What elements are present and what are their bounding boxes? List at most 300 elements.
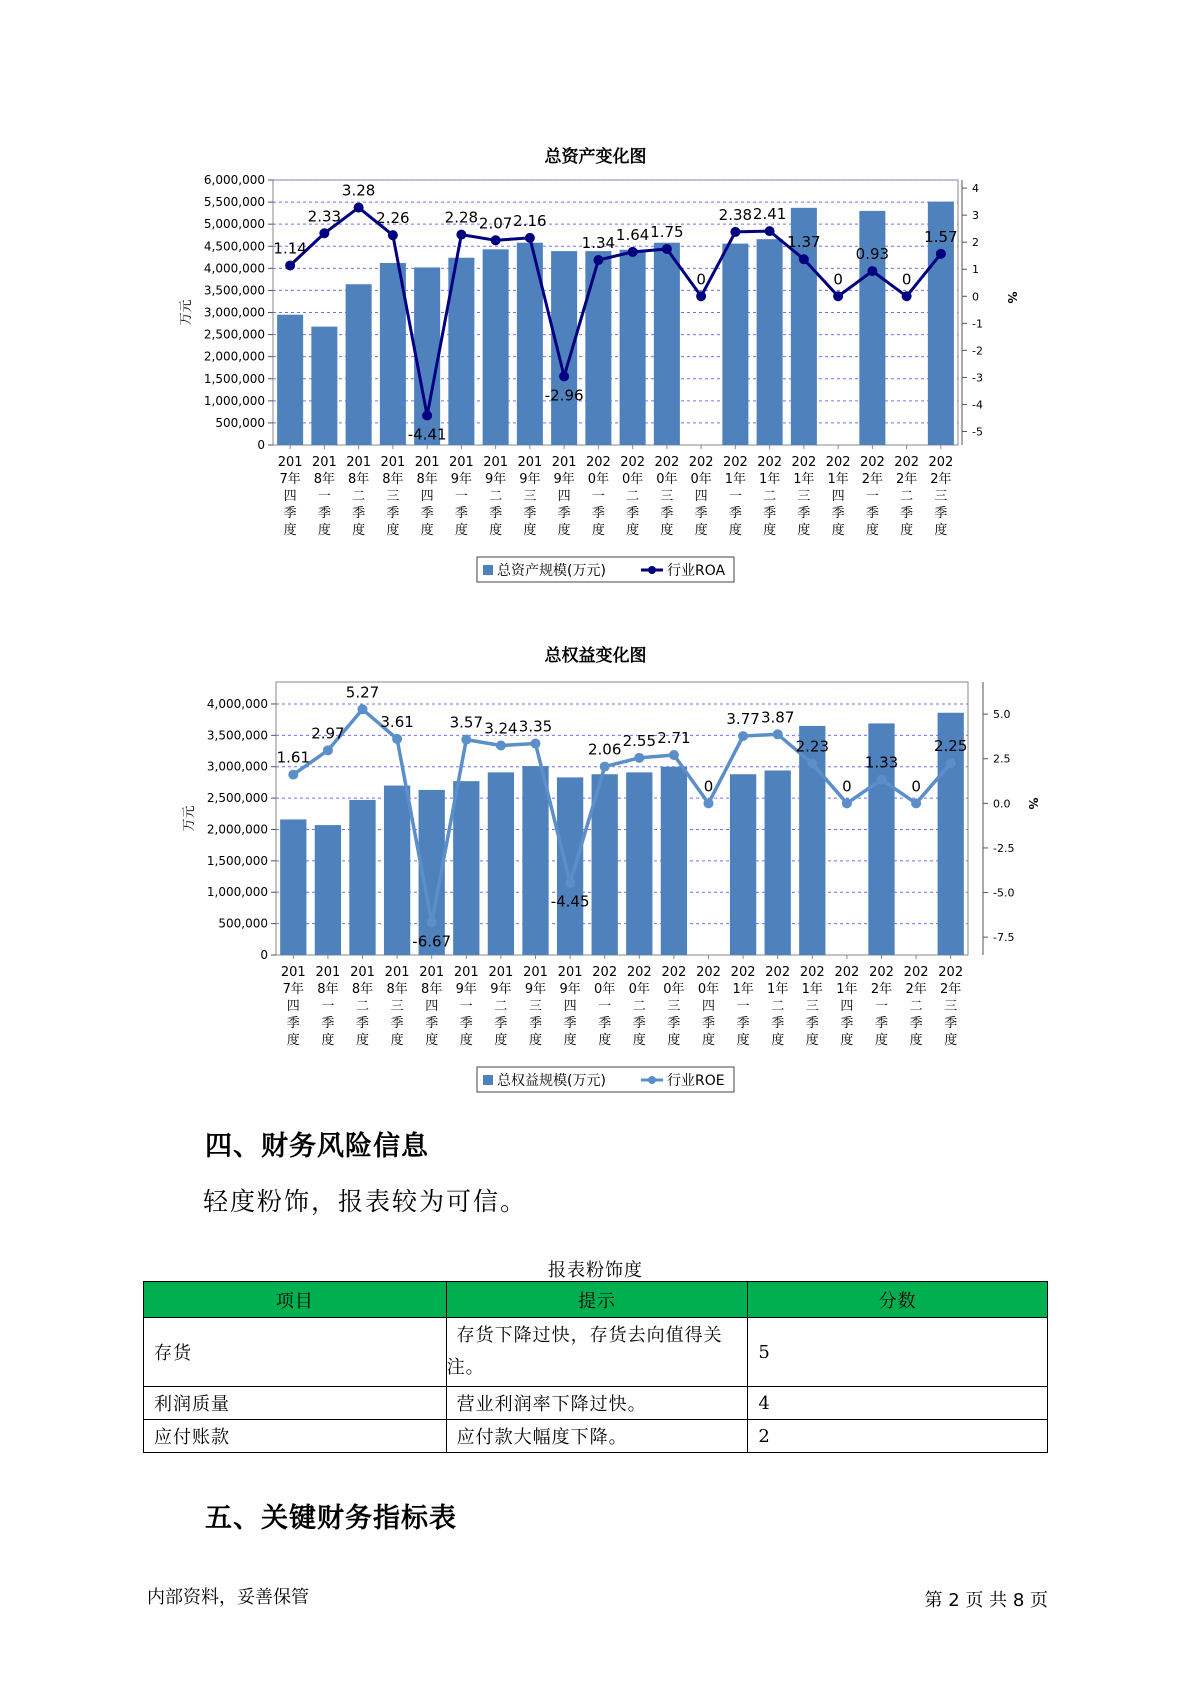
line-point [877, 775, 887, 785]
data-label: 3.57 [449, 713, 484, 732]
x-tick-label: 2年 [861, 472, 884, 487]
x-tick-label: 一 [598, 999, 612, 1014]
bar [722, 244, 748, 445]
data-label: 3.87 [760, 708, 795, 727]
x-tick-label: 度 [528, 1033, 543, 1048]
x-tick-label: 四 [694, 489, 708, 504]
x-tick-label: 度 [425, 1033, 439, 1048]
section-heading-indicators: 五、关键财务指标表 [205, 1503, 457, 1534]
x-tick-label: 度 [797, 523, 811, 538]
x-tick-label: 8年 [351, 982, 374, 997]
bar [488, 772, 514, 955]
data-label: 1.37 [787, 233, 821, 252]
x-tick-label: 季 [805, 1016, 819, 1031]
x-tick-label: 季 [736, 1016, 750, 1031]
line-point [525, 233, 535, 243]
x-tick-label: 201 [414, 455, 440, 470]
x-tick-label: 度 [591, 523, 605, 538]
x-tick-label: 度 [771, 1033, 785, 1048]
x-tick-label: 201 [523, 965, 548, 980]
line-point [600, 762, 610, 772]
data-label: 2.41 [752, 205, 787, 224]
legend-bar-swatch [483, 565, 493, 575]
x-tick-label: 一 [865, 489, 879, 504]
line-point [388, 230, 398, 240]
bar [765, 770, 791, 955]
x-tick-label: 7年 [282, 982, 304, 997]
x-tick-label: 三 [660, 489, 674, 504]
x-tick-label: 季 [454, 506, 468, 521]
x-tick-label: 201 [384, 965, 410, 980]
x-tick-label: 201 [350, 965, 375, 980]
x-tick-label: 三 [944, 999, 958, 1014]
x-tick-label: 202 [834, 965, 860, 980]
x-tick-label: 四 [420, 489, 434, 504]
x-tick-label: 四 [840, 999, 854, 1014]
x-tick-label: 201 [280, 965, 306, 980]
row-hint: 营业利润率下降过快。 [446, 1387, 748, 1420]
x-tick-label: 0年 [656, 472, 678, 487]
x-tick-label: 202 [799, 965, 825, 980]
data-label: 2.26 [376, 209, 410, 228]
row-hint [446, 1318, 748, 1387]
x-tick-label: 202 [903, 965, 929, 980]
x-tick-label: 季 [632, 1016, 646, 1031]
x-tick-label: 9年 [484, 472, 507, 487]
x-tick-label: 度 [831, 523, 845, 538]
x-tick-label: 2年 [905, 982, 927, 997]
bar [557, 777, 583, 955]
line-point [565, 878, 575, 888]
bar [346, 284, 372, 445]
bar [522, 766, 548, 955]
y2-tick-label: -1 [972, 317, 983, 331]
x-tick-label: 季 [528, 1016, 543, 1031]
row-score: 2 [748, 1420, 1048, 1453]
x-tick-label: 季 [283, 506, 297, 521]
bar [585, 251, 611, 445]
y2-tick-label: -2 [972, 344, 983, 358]
line-point [911, 798, 921, 808]
x-tick-label: 三 [667, 999, 681, 1014]
legend [477, 557, 734, 582]
data-label: 2.71 [657, 728, 691, 747]
x-tick-label: 201 [488, 965, 514, 980]
x-tick-label: 度 [494, 1033, 508, 1048]
x-tick-label: 季 [386, 506, 400, 521]
x-tick-label: 度 [694, 523, 708, 538]
data-label: 2.16 [513, 211, 547, 230]
row-score: 4 [748, 1387, 1048, 1420]
x-tick-label: 季 [626, 506, 640, 521]
x-tick-label: 201 [277, 455, 303, 470]
x-tick-label: 202 [654, 455, 680, 470]
bar [661, 767, 687, 955]
table-row [144, 1420, 1048, 1453]
y-tick-label: 3,000,000 [206, 759, 268, 774]
line-point [358, 704, 368, 714]
line-point [628, 247, 638, 257]
bar [757, 239, 783, 445]
x-tick-label: 9年 [455, 982, 477, 997]
y2-tick-label: 4 [972, 182, 979, 196]
legend-bar-label: 总资产规模(万元) [497, 563, 606, 579]
x-tick-label: 二 [632, 999, 646, 1014]
x-tick-label: 度 [701, 1033, 716, 1048]
line-point [323, 745, 333, 755]
x-tick-label: 202 [626, 965, 652, 980]
data-label: 2.28 [444, 208, 479, 227]
data-label: 1.61 [276, 748, 311, 767]
x-tick-label: 201 [448, 455, 474, 470]
x-tick-label: 季 [660, 506, 674, 521]
x-tick-label: 1年 [758, 472, 781, 487]
x-tick-label: 度 [286, 1033, 300, 1048]
row-hint-line: 注。 [446, 1357, 485, 1378]
x-tick-label: 202 [722, 455, 748, 470]
data-label: -4.41 [407, 425, 447, 444]
x-tick-label: 202 [730, 965, 756, 980]
x-tick-label: 季 [494, 1016, 508, 1031]
x-tick-label: 度 [900, 523, 914, 538]
y-tick-label: 0 [257, 438, 265, 452]
y2-tick-label: 3 [972, 209, 979, 223]
x-tick-label: 度 [865, 523, 879, 538]
data-label: 2.38 [718, 205, 753, 224]
x-tick-label: 8年 [347, 472, 370, 487]
y-tick-label: 500,000 [218, 916, 268, 931]
y-tick-label: 2,000,000 [203, 349, 265, 364]
line-point [936, 249, 946, 259]
x-tick-label: 度 [454, 523, 468, 538]
x-tick-label: 201 [453, 965, 479, 980]
x-tick-label: 201 [557, 965, 583, 980]
data-label: 5.27 [345, 683, 380, 702]
table-caption: 报表粉饰度 [548, 1260, 643, 1281]
data-label: 1.75 [650, 222, 684, 241]
data-label: 0 [696, 270, 706, 289]
total-equity-chart [0, 670, 1191, 1100]
row-item: 应付账款 [144, 1420, 447, 1453]
x-tick-label: 季 [701, 1016, 716, 1031]
y-tick-label: 5,000,000 [203, 217, 265, 232]
x-tick-label: 1年 [801, 982, 823, 997]
x-tick-label: 季 [728, 506, 742, 521]
legend-line-label: 行业ROE [667, 1073, 725, 1089]
x-tick-label: 2年 [895, 472, 918, 487]
x-tick-label: 四 [563, 999, 577, 1014]
x-tick-label: 8年 [421, 982, 443, 997]
data-label: 1.64 [615, 225, 650, 244]
x-tick-label: 季 [934, 506, 948, 521]
x-tick-label: 0年 [690, 472, 712, 487]
x-tick-label: 季 [591, 506, 605, 521]
header-hint: 提示 [446, 1282, 748, 1318]
x-tick-label: 度 [321, 1033, 335, 1048]
x-tick-label: 二 [489, 489, 503, 504]
y-tick-label: 3,500,000 [203, 283, 265, 298]
data-label: 3.28 [341, 181, 376, 200]
x-tick-label: 一 [321, 999, 335, 1014]
y2-axis-label: % [1005, 291, 1019, 304]
x-tick-label: 1年 [767, 982, 789, 997]
x-tick-label: 9年 [524, 982, 547, 997]
x-tick-label: 度 [352, 523, 366, 538]
y-tick-label: 2,500,000 [203, 327, 265, 342]
line-point [593, 255, 603, 265]
y-tick-label: 2,500,000 [206, 791, 268, 806]
line-point [807, 759, 817, 769]
line-point [902, 291, 912, 301]
line-point [669, 750, 679, 760]
line-point [456, 230, 466, 240]
y-tick-label: 2,000,000 [206, 822, 268, 837]
x-tick-label: 四 [286, 999, 300, 1014]
data-label: 2.25 [933, 737, 968, 756]
x-tick-label: 度 [805, 1033, 819, 1048]
bar [311, 327, 337, 445]
line-point [319, 228, 329, 238]
x-tick-label: 201 [551, 455, 577, 470]
x-tick-label: 202 [757, 455, 783, 470]
line-point [696, 291, 706, 301]
x-tick-label: 季 [390, 1016, 404, 1031]
x-tick-label: 201 [517, 455, 543, 470]
y-tick-label: 6,000,000 [203, 173, 265, 187]
x-tick-label: 季 [797, 506, 811, 521]
x-tick-label: 季 [771, 1016, 785, 1031]
x-tick-label: 季 [459, 1016, 473, 1031]
data-label: 0 [842, 777, 852, 796]
x-tick-label: 季 [694, 506, 708, 521]
x-tick-label: 202 [791, 455, 817, 470]
x-tick-label: 202 [620, 455, 646, 470]
data-label: 1.34 [581, 234, 616, 253]
x-tick-label: 度 [728, 523, 742, 538]
x-tick-label: 四 [283, 489, 297, 504]
y2-axis-label: % [1026, 797, 1040, 810]
x-tick-label: 202 [592, 965, 618, 980]
data-label: 2.23 [795, 737, 830, 756]
data-label: 0 [833, 270, 843, 289]
x-tick-label: 一 [728, 489, 742, 504]
x-tick-label: 202 [869, 965, 894, 980]
line-point [285, 260, 295, 270]
y-axis-label: 万元 [182, 805, 197, 832]
bar [654, 243, 680, 445]
x-tick-label: 201 [483, 455, 509, 470]
data-label: 0 [901, 270, 912, 289]
y2-tick-label: -7.5 [993, 931, 1015, 945]
x-tick-label: 2年 [940, 982, 962, 997]
x-tick-label: 度 [355, 1033, 370, 1048]
data-label: 1.14 [273, 239, 307, 258]
x-tick-label: 2年 [870, 982, 893, 997]
line-point [867, 266, 877, 276]
legend-bar-swatch [483, 1075, 493, 1085]
line-point [730, 227, 740, 237]
line-point [799, 254, 809, 264]
x-tick-label: 季 [944, 1016, 958, 1031]
x-tick-label: 9年 [519, 472, 541, 487]
bar [626, 772, 652, 955]
x-tick-label: 季 [865, 506, 879, 521]
x-tick-label: 0年 [587, 472, 610, 487]
x-tick-label: 度 [386, 523, 400, 538]
bar [483, 249, 509, 445]
y2-tick-label: 5.0 [993, 708, 1011, 722]
y2-tick-label: -5 [972, 425, 983, 439]
x-tick-label: 度 [563, 1033, 577, 1048]
x-tick-label: 9年 [559, 982, 581, 997]
x-tick-label: 8年 [313, 472, 336, 487]
x-tick-label: 度 [632, 1033, 646, 1048]
header-score: 分数 [748, 1282, 1048, 1318]
data-label: 0 [703, 777, 714, 796]
data-label: 3.77 [726, 710, 760, 729]
x-tick-label: 季 [321, 1016, 335, 1031]
data-label: 2.07 [478, 214, 513, 233]
x-tick-label: 季 [523, 506, 537, 521]
risk-table [143, 1281, 1048, 1453]
line-point [354, 203, 364, 213]
chart-title-equity: 总权益变化图 [544, 646, 647, 666]
legend-line-label: 行业ROA [667, 563, 726, 579]
x-tick-label: 度 [840, 1033, 854, 1048]
x-tick-label: 度 [317, 523, 331, 538]
row-score: 5 [748, 1318, 1048, 1387]
total-assets-chart [0, 170, 1191, 600]
legend-bar-label: 总权益规模(万元) [497, 1073, 606, 1089]
table-row [144, 1387, 1048, 1420]
y-tick-label: 4,500,000 [203, 239, 265, 254]
bar [349, 800, 375, 955]
x-tick-label: 二 [355, 999, 370, 1014]
x-tick-label: 202 [928, 455, 954, 470]
x-tick-label: 度 [523, 523, 537, 538]
table-row [144, 1318, 1048, 1387]
y-tick-label: 3,000,000 [203, 305, 265, 320]
y2-tick-label: -4 [972, 398, 983, 412]
y2-tick-label: 2.5 [993, 752, 1011, 766]
x-tick-label: 一 [591, 489, 605, 504]
x-tick-label: 度 [626, 523, 640, 538]
x-tick-label: 季 [900, 506, 914, 521]
line-point [662, 244, 672, 254]
data-label: 0 [911, 777, 921, 796]
x-tick-label: 三 [805, 999, 819, 1014]
x-tick-label: 季 [667, 1016, 681, 1031]
x-tick-label: 三 [797, 489, 811, 504]
x-tick-label: 四 [831, 489, 845, 504]
y2-tick-label: 2 [972, 236, 979, 250]
line-point [773, 729, 783, 739]
y-tick-label: 0 [260, 948, 268, 962]
x-tick-label: 度 [667, 1033, 681, 1048]
data-label: -4.45 [550, 892, 590, 911]
x-tick-label: 202 [859, 455, 885, 470]
x-tick-label: 201 [346, 455, 372, 470]
data-label: 2.97 [311, 724, 345, 743]
line-point [427, 917, 437, 927]
x-tick-label: 季 [352, 506, 366, 521]
x-tick-label: 8年 [386, 982, 408, 997]
x-tick-label: 201 [419, 965, 445, 980]
x-tick-label: 1年 [827, 472, 849, 487]
line-point [288, 770, 298, 780]
x-tick-label: 四 [701, 999, 716, 1014]
x-tick-label: 二 [909, 999, 923, 1014]
y-tick-label: 1,500,000 [206, 853, 268, 868]
line-point [531, 739, 541, 749]
x-tick-label: 季 [557, 506, 571, 521]
y2-tick-label: 1 [972, 263, 979, 277]
x-tick-label: 二 [352, 489, 366, 504]
x-tick-label: 1年 [724, 472, 747, 487]
y2-tick-label: -2.5 [993, 841, 1015, 855]
x-tick-label: 0年 [628, 982, 650, 997]
x-tick-label: 度 [489, 523, 503, 538]
bar [280, 819, 306, 955]
line-point [392, 734, 402, 744]
x-tick-label: 0年 [697, 982, 720, 997]
y2-tick-label: 0.0 [993, 797, 1011, 811]
data-label: -2.96 [544, 386, 584, 405]
risk-summary: 轻度粉饰，报表较为可信。 [203, 1187, 528, 1216]
x-tick-label: 二 [494, 999, 508, 1014]
x-tick-label: 季 [831, 506, 845, 521]
x-tick-label: 一 [736, 999, 750, 1014]
x-tick-label: 季 [317, 506, 331, 521]
x-tick-label: 202 [938, 965, 964, 980]
x-tick-label: 季 [840, 1016, 854, 1031]
x-tick-label: 8年 [382, 472, 404, 487]
data-label: 1.57 [924, 227, 958, 246]
x-tick-label: 三 [386, 489, 400, 504]
x-tick-label: 0年 [663, 982, 685, 997]
line-point [461, 735, 471, 745]
line-point [842, 798, 852, 808]
x-tick-label: 季 [286, 1016, 300, 1031]
x-tick-label: 度 [390, 1033, 404, 1048]
line-point [491, 235, 501, 245]
legend-line-marker [648, 566, 656, 574]
line-point [833, 291, 843, 301]
x-tick-label: 四 [557, 489, 571, 504]
y2-tick-label: -5.0 [993, 886, 1015, 900]
x-tick-label: 度 [909, 1033, 923, 1048]
header-item: 项目 [144, 1282, 447, 1318]
x-tick-label: 202 [661, 965, 687, 980]
x-tick-label: 度 [934, 523, 948, 538]
y-tick-label: 4,000,000 [206, 696, 268, 711]
x-tick-label: 季 [355, 1016, 370, 1031]
x-tick-label: 度 [736, 1033, 750, 1048]
x-tick-label: 四 [425, 999, 439, 1014]
x-tick-label: 一 [874, 999, 889, 1014]
footer-page-number: 第 2 页 共 8 页 [924, 1590, 1048, 1611]
bar [730, 774, 756, 955]
table-header-row [144, 1282, 1048, 1318]
x-tick-label: 度 [660, 523, 674, 538]
y-tick-label: 1,000,000 [206, 885, 268, 900]
legend [477, 1067, 734, 1092]
x-tick-label: 度 [420, 523, 434, 538]
x-tick-label: 季 [420, 506, 434, 521]
y-tick-label: 5,500,000 [203, 195, 265, 210]
x-tick-label: 202 [696, 965, 721, 980]
line-point [634, 753, 644, 763]
